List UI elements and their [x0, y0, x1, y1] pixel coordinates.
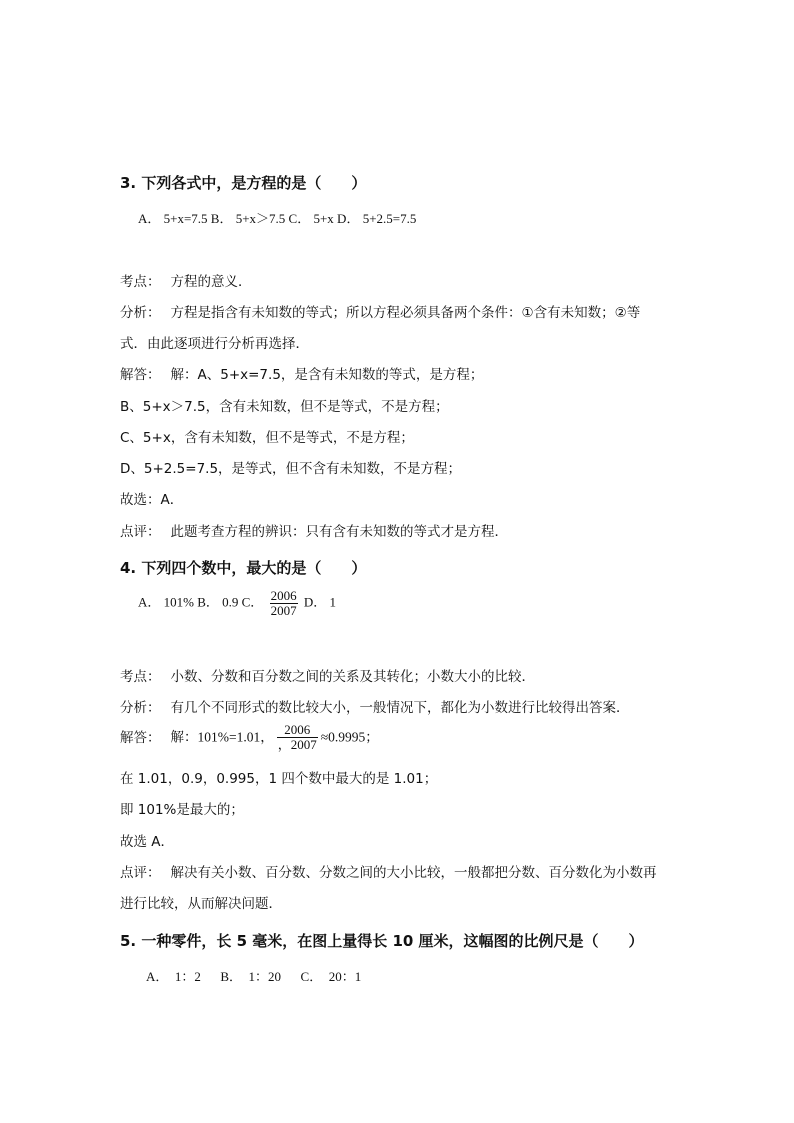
q4-jieda-text-3: 即 101%是最大的； — [120, 802, 244, 818]
jieda-label: 解答： — [120, 367, 161, 383]
q3-dianping-text: 此题考查方程的辨识：只有含有未知数的等式才是方程． — [170, 524, 508, 540]
q4-kaodian-text: 小数、分数和百分数之间的关系及其转化；小数大小的比较． — [170, 669, 535, 685]
q4-jieda-text-2: 在 1.01，0.9，0.995，1 四个数中最大的是 1.01； — [120, 771, 438, 787]
kaodian-label: 考点： — [120, 669, 161, 685]
question-4-title: 4. 下列四个数中，最大的是（ ） — [120, 559, 367, 577]
fraction-numerator: 2006 — [277, 723, 318, 738]
q4-jieda-line — [120, 723, 379, 752]
question-4-options — [138, 589, 336, 618]
q3-jieda-text-1: 解：A、5+x=7.5，是含有未知数的等式，是方程； — [170, 367, 484, 383]
q3-fenxi-line — [120, 301, 640, 321]
q4-jieda-text-4: 故选 A． — [120, 834, 175, 850]
kaodian-label: 考点： — [120, 274, 161, 290]
fraction-denominator: ，2007 — [277, 737, 317, 752]
q4-kaodian-line — [120, 665, 535, 685]
question-5-title: 5. 一种零件，长 5 毫米，在图上量得长 10 厘米，这幅图的比例尺是（ ） — [120, 932, 644, 950]
dianping-label: 点评： — [120, 865, 161, 881]
question-3-options: A． 5+x=7.5 B． 5+x＞7.5 C． 5+x D． 5+2.5=7.5 — [138, 211, 417, 226]
q3-jieda-text-5: 故选：A． — [120, 492, 184, 508]
dianping-label: 点评： — [120, 524, 161, 540]
fraction-denominator: 2007 — [270, 603, 297, 618]
q3-kaodian-line — [120, 270, 252, 290]
q4-options-pre: A． 101% B． 0.9 C． — [138, 594, 264, 610]
q4-dianping-text-2: 进行比较，从而解决问题． — [120, 896, 282, 912]
q4-options-post: D． 1 — [303, 594, 336, 610]
q3-fenxi-text-1: 方程是指含有未知数的等式；所以方程必须具备两个条件：①含有未知数；②等 — [170, 305, 641, 321]
q4-jieda-text-1-pre: 解：101%=1.01， — [170, 729, 274, 745]
q4-fenxi-line — [120, 696, 630, 716]
fenxi-label: 分析： — [120, 305, 161, 321]
q3-jieda-text-2: B、5+x＞7.5，含有未知数，但不是等式，不是方程； — [120, 399, 449, 415]
q4-jieda-fraction — [277, 723, 318, 752]
q4-dianping-line — [120, 861, 657, 881]
q3-jieda-text-4: D、5+2.5=7.5，是等式，但不含有未知数，不是方程； — [120, 461, 462, 477]
q3-jieda-text-3: C、5+x，含有未知数，但不是等式，不是方程； — [120, 430, 414, 446]
fraction-numerator: 2006 — [270, 588, 297, 603]
fenxi-label: 分析： — [120, 700, 161, 716]
question-3-title: 3. 下列各式中，是方程的是（ ） — [120, 174, 367, 192]
q4-jieda-text-1-post: ≈0.9995； — [320, 729, 379, 745]
q3-dianping-line — [120, 520, 508, 540]
q3-jieda-line — [120, 363, 483, 383]
q4-fenxi-text: 有几个不同形式的数比较大小，一般情况下，都化为小数进行比较得出答案． — [170, 700, 630, 716]
q3-fenxi-text-2: 式．由此逐项进行分析再选择． — [120, 336, 309, 352]
q3-kaodian-text: 方程的意义． — [170, 274, 252, 290]
q4-dianping-text-1: 解决有关小数、百分数、分数之间的大小比较，一般都把分数、百分数化为小数再 — [170, 865, 657, 881]
question-5-options: A． 1：2 B． 1：20 C． 20：1 — [146, 969, 362, 984]
q4-option-c-fraction — [270, 589, 298, 618]
jieda-label: 解答： — [120, 729, 161, 746]
